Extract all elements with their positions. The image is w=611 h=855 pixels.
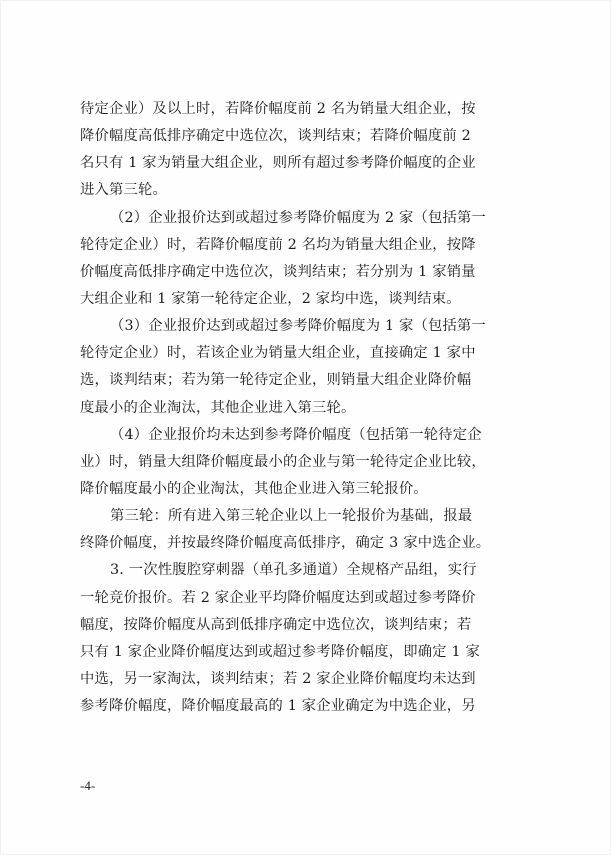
text-line: 降价幅度高低排序确定中选位次，谈判结束；若降价幅度前 2 [80,128,471,145]
text-line: 进入第三轮。 [80,182,167,199]
text-line: 度最小的企业淘汰，其他企业进入第三轮。 [80,399,356,416]
text-line: 轮待定企业）时，若该企业为销量大组企业，直接确定 1 家中 [80,345,476,362]
page-number: -4- [80,778,96,793]
text-line: （2）企业报价达到或超过参考降价幅度为 2 家（包括第一 [110,209,487,226]
text-line: 第三轮：所有进入第三轮企业以上一轮报价为基础，报最 [110,508,473,525]
text-line: 选，谈判结束；若为第一轮待定企业，则销量大组企业降价幅 [80,372,472,389]
text-line: 价幅度高低排序确定中选位次，谈判结束；若分别为 1 家销量 [80,263,476,280]
text-line: 参考降价幅度，降价幅度最高的 1 家企业确定为中选企业，另 [80,698,476,715]
text-line: 3. 一次性腹腔穿刺器（单孔多通道）全规格产品组，实行 [110,562,477,579]
text-line: 幅度，按降价幅度从高到低排序确定中选位次，谈判结束；若 [80,616,472,633]
text-line: 轮待定企业）时，若降价幅度前 2 名均为销量大组企业，按降 [80,236,476,253]
text-line: （4）企业报价均未达到参考降价幅度（包括第一轮待定企 [110,426,482,443]
text-line: 名只有 1 家为销量大组企业，则所有超过参考降价幅度的企业 [80,155,476,172]
text-line: 降价幅度最小的企业淘汰，其他企业进入第三轮报价。 [80,480,428,497]
text-line: 终降价幅度，并按最终降价幅度高低排序，确定 3 家中选企业。 [80,535,491,552]
text-line: 只有 1 家企业降价幅度达到或超过参考降价幅度，即确定 1 家 [80,643,480,660]
text-line: （3）企业报价达到或超过参考降价幅度为 1 家（包括第一 [110,318,487,335]
text-line: 待定企业）及以上时，若降价幅度前 2 名为销量大组企业，按 [80,101,476,117]
text-line: 业）时，销量大组降价幅度最小的企业与第一轮待定企业比较， [80,453,486,470]
text-line: 一轮竞价报价。若 2 家企业平均降价幅度达到或超过参考降价 [80,589,476,606]
text-line: 中选，另一家淘汰，谈判结束；若 2 家企业降价幅度均未达到 [80,670,476,687]
text-line: 大组企业和 1 家第一轮待定企业，2 家均中选，谈判结束。 [80,290,461,307]
document-body [80,96,524,720]
